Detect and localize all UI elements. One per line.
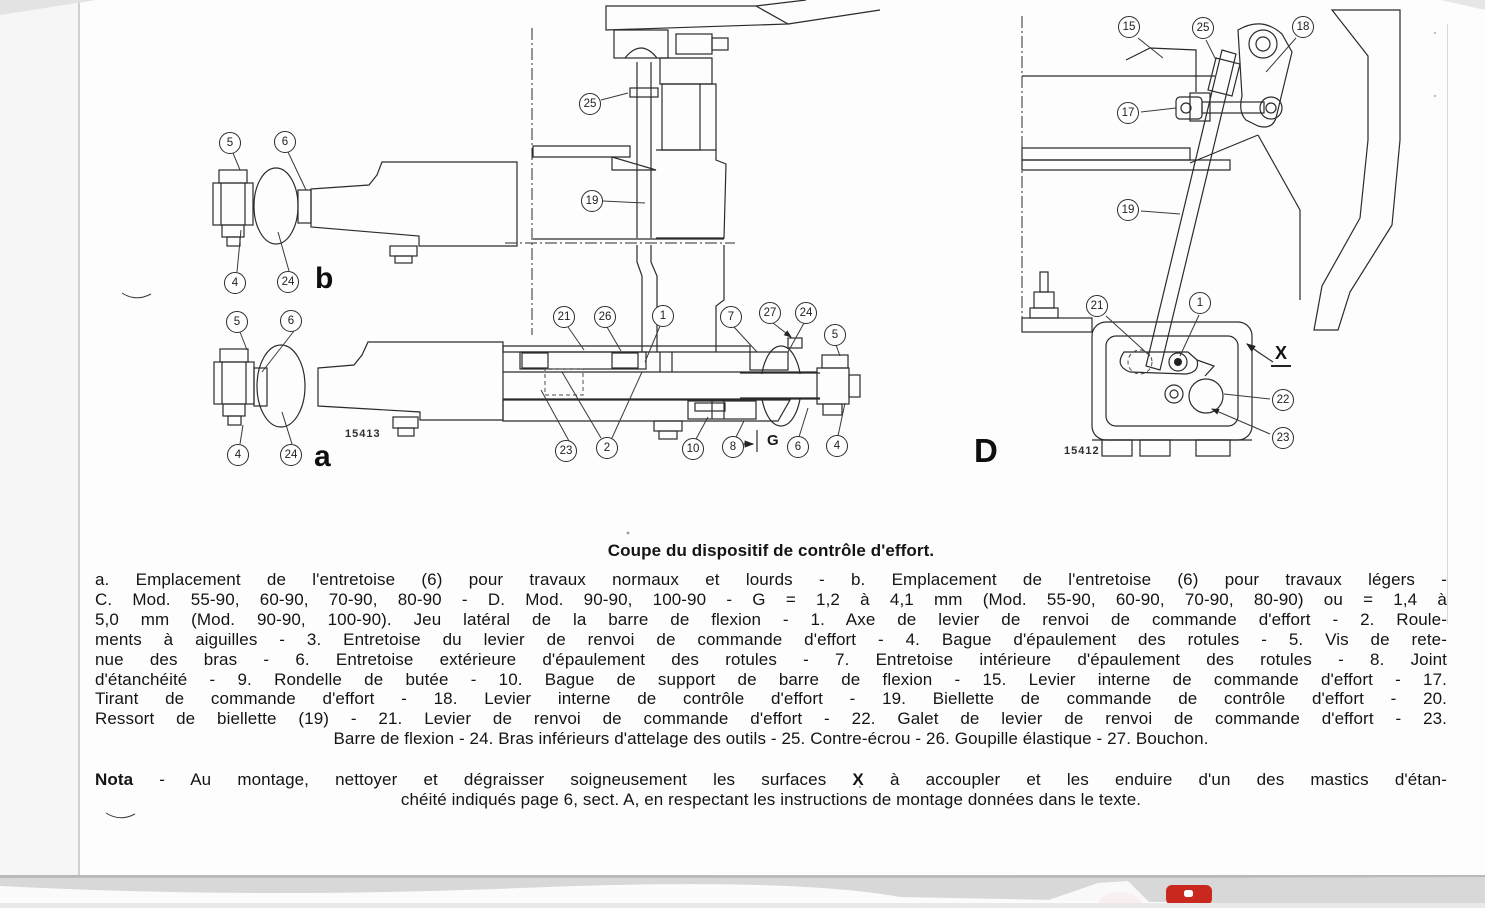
caption-line: Ressort de biellette (19) - 21. Levier de renvoi de commande d'effort - 22. Galet de levier de renvoi de commande d'effort - 23. [95,709,1447,729]
callout-a-24: 24 [280,444,302,466]
callout-a-5: 5 [226,311,248,333]
callout-c-4: 4 [826,435,848,457]
callout-c-1: 1 [652,305,674,327]
caption-line: d'étanchéité - 9. Rondelle de butée - 10. Bague de support de barre de flexion - 15. Levier interne de commande d'effort - 17. [95,669,1447,689]
panel-c-drawing [503,0,880,452]
callout-a-6: 6 [280,310,302,332]
caption-line: nue des bras - 6. Entretoise extérieure d'épaulement des rotules - 7. Entretoise intérieure d'épaulement des rotules - 8. Joint [95,649,1447,669]
callout-c-25: 25 [579,93,601,115]
callout-c-21: 21 [553,306,575,328]
scan-corner-topleft [0,0,96,15]
caption-line: Tirant de commande d'effort - 18. Levier interne de contrôle d'effort - 19. Biellette de commande de contrôle d'effort - 20. [95,689,1447,709]
nota-line-1 [95,770,1447,790]
callout-d-17: 17 [1117,102,1139,124]
nota-label: Nota [95,770,134,790]
caption-line: ments à aiguilles - 3. Entretoise du levier de renvoi de commande d'effort - 4. Bague d'épaulement des rotules - 5. Vis de rete- [95,629,1447,649]
callout-d-15: 15 [1118,16,1140,38]
callout-c-10: 10 [682,438,704,460]
scan-corner-topright [1441,0,1485,10]
figure-caption [95,541,1447,810]
caption-line: C. Mod. 55-90, 60-90, 70-90, 80-90 - D. Mod. 90-90, 100-90 - G = 1,2 à 4,1 mm (Mod. 55-90, 60-90, 70-90, 80-90) ou = 1,4 à [95,589,1447,609]
callout-d-21: 21 [1086,295,1108,317]
panel-d-drawing [1022,10,1400,456]
desk-background [0,875,1485,903]
callout-d-22: 22 [1272,389,1294,411]
callout-a-4: 4 [227,444,249,466]
callout-b-24: 24 [277,271,299,293]
drawing-number-right: 15412 [1064,445,1100,457]
panel-b-label: b [315,262,334,295]
callout-d-25: 25 [1192,17,1214,39]
callout-d-18: 18 [1292,16,1314,38]
nota-text-2: à accoupler et les enduire d'un des mastics d'étan- [863,770,1447,790]
nota-block [95,770,1447,810]
scan-mark-lower [106,813,135,818]
drawing-number-left: 15413 [345,428,381,440]
nota-surface-x: X [852,770,864,790]
nota-text-1: - Au montage, nettoyer et dégraisser soigneusement les surfaces [133,770,853,790]
callout-d-1: 1 [1189,292,1211,314]
caption-line: 5,0 mm (Mod. 90-90, 100-90). Jeu latéral de la barre de flexion - 1. Axe de levier de renvoi de commande d'effort - 2. Roule- [95,609,1447,629]
callout-c-7: 7 [720,306,742,328]
callout-c-24: 24 [795,302,817,324]
callout-b-4: 4 [224,272,246,294]
nota-line-2: chéité indiqués page 6, sect. A, en respectant les instructions de montage données dans le texte. [400,790,1142,810]
red-app-icon-glyph [1184,890,1193,897]
callout-c-19: 19 [581,190,603,212]
page-bottom-edge [0,875,1485,903]
callout-c-26: 26 [594,306,616,328]
panel-d-label: D [974,432,998,469]
callout-d-19: 19 [1117,199,1139,221]
panel-b-drawing [213,152,517,272]
callout-b-5: 5 [219,132,241,154]
callout-c-6: 6 [787,436,809,458]
surface-x-label: X [1271,343,1291,367]
callout-c-5: 5 [824,324,846,346]
scan-mark-upper [122,293,151,298]
caption-line-last: Barre de flexion - 24. Bras inférieurs d'attelage des outils - 25. Contre-écrou - 26. Goupille élastique - 27. Bouchon. [333,729,1209,749]
callout-d-23: 23 [1272,427,1294,449]
callout-c-27: 27 [759,302,781,324]
callout-c-2: 2 [596,437,618,459]
caption-line: a. Emplacement de l'entretoise (6) pour travaux normaux et lourds - b. Emplacement de l'entretoise (6) pour travaux légers - [95,570,1447,589]
panel-a-label: a [314,440,331,473]
gap-dimension-label: G [767,432,779,449]
caption-title: Coupe du dispositif de contrôle d'effort. [607,541,935,560]
callout-c-8: 8 [722,436,744,458]
callout-c-23: 23 [555,440,577,462]
callout-b-6: 6 [274,131,296,153]
